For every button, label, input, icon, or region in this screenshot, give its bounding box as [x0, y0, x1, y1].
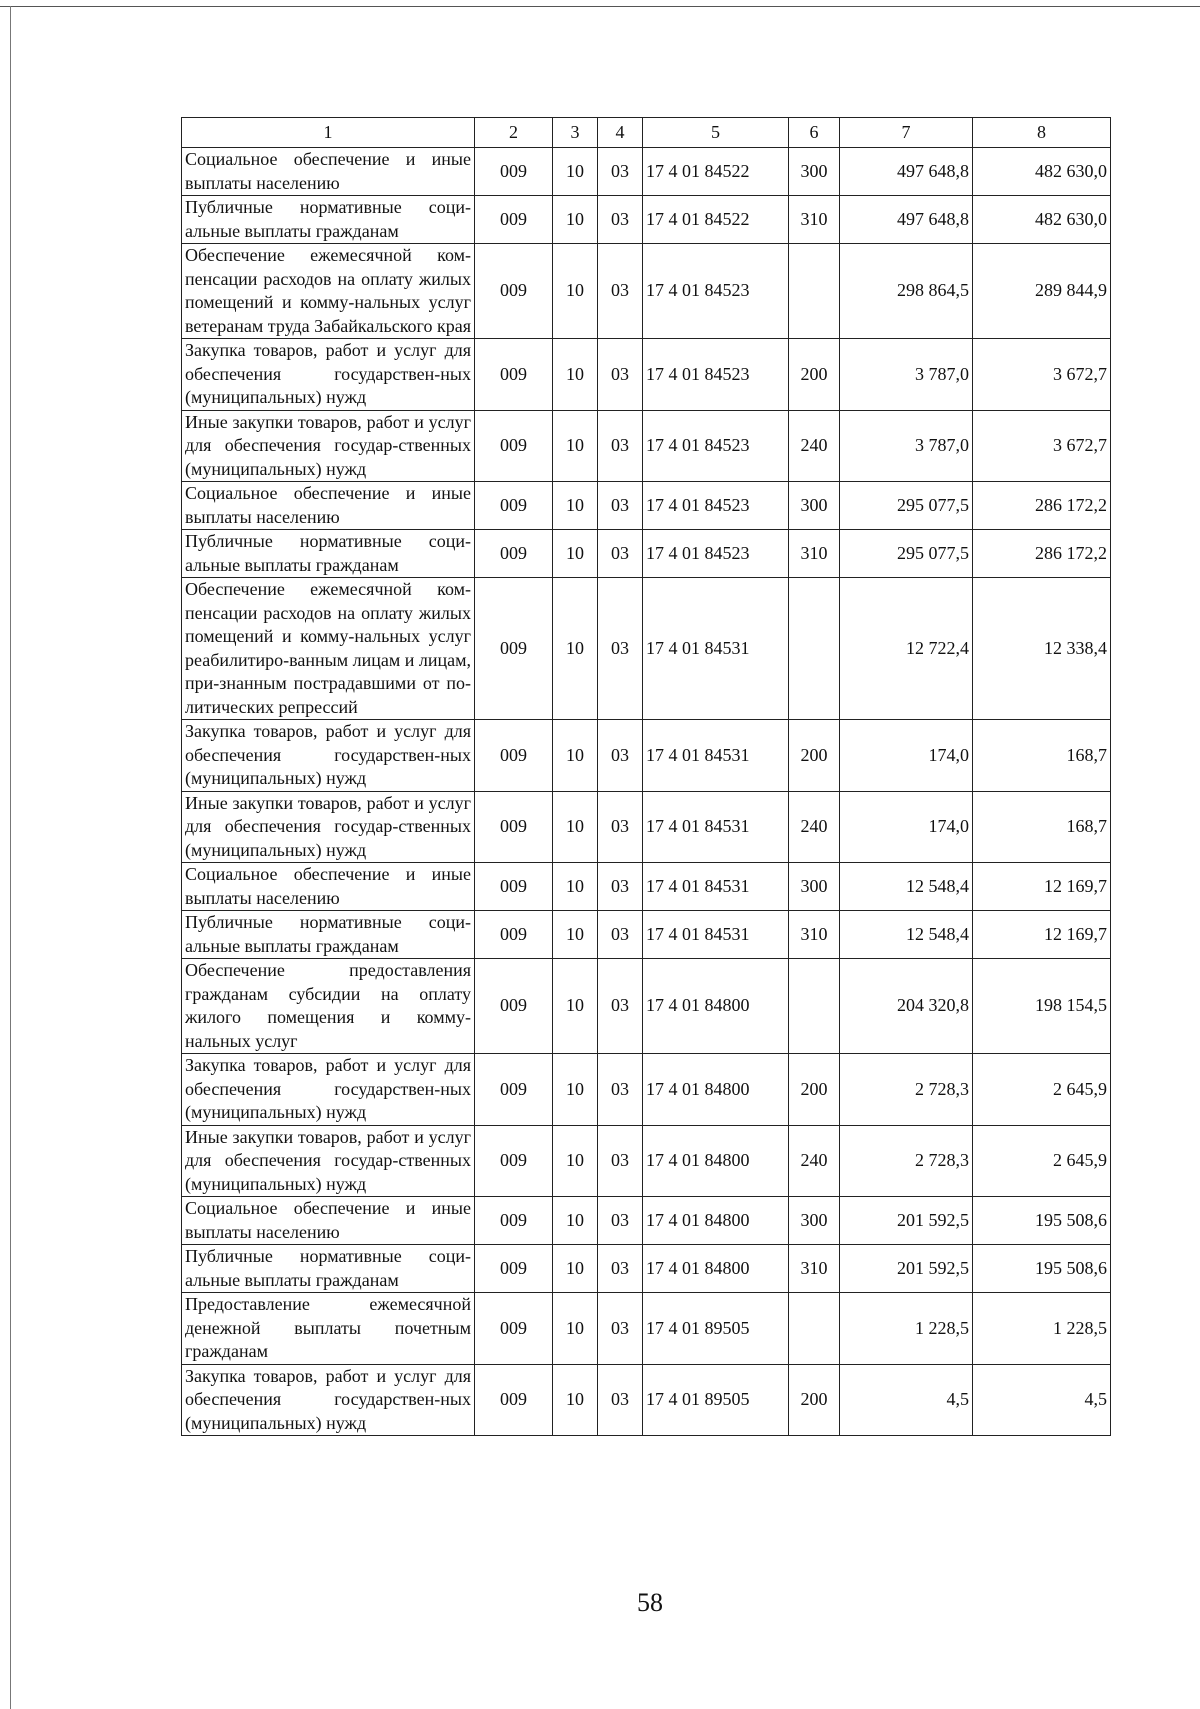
amount-cell: 12 338,4 [973, 578, 1111, 720]
ministry-code-cell: 009 [475, 339, 553, 411]
column-header: 1 [182, 118, 475, 148]
subsection-code-cell: 03 [598, 1054, 643, 1126]
table-row [182, 148, 1111, 196]
amount-cell: 2 645,9 [973, 1125, 1111, 1197]
section-code-cell: 10 [553, 863, 598, 911]
ministry-code-cell: 009 [475, 148, 553, 196]
target-article-cell: 17 4 01 84523 [643, 410, 789, 482]
amount-cell: 298 864,5 [840, 244, 973, 339]
amount-cell: 4,5 [973, 1364, 1111, 1436]
target-article-cell: 17 4 01 84800 [643, 1245, 789, 1293]
amount-cell: 198 154,5 [973, 959, 1111, 1054]
amount-cell: 204 320,8 [840, 959, 973, 1054]
subsection-code-cell: 03 [598, 410, 643, 482]
amount-cell: 295 077,5 [840, 482, 973, 530]
budget-table [181, 117, 1111, 1436]
table-row [182, 339, 1111, 411]
section-code-cell: 10 [553, 1245, 598, 1293]
expense-type-cell: 310 [789, 1245, 840, 1293]
target-article-cell: 17 4 01 84531 [643, 863, 789, 911]
subsection-code-cell: 03 [598, 244, 643, 339]
amount-cell: 497 648,8 [840, 148, 973, 196]
amount-cell: 12 548,4 [840, 911, 973, 959]
target-article-cell: 17 4 01 84800 [643, 1054, 789, 1126]
scan-edge-left [10, 6, 11, 1709]
table-row [182, 1197, 1111, 1245]
row-name-cell: Публичные нормативные соци-альные выплаты гражданам [182, 911, 475, 959]
section-code-cell: 10 [553, 1364, 598, 1436]
row-name-cell: Социальное обеспечение и иные выплаты населению [182, 1197, 475, 1245]
section-code-cell: 10 [553, 196, 598, 244]
ministry-code-cell: 009 [475, 482, 553, 530]
ministry-code-cell: 009 [475, 196, 553, 244]
amount-cell: 195 508,6 [973, 1197, 1111, 1245]
target-article-cell: 17 4 01 89505 [643, 1293, 789, 1365]
amount-cell: 289 844,9 [973, 244, 1111, 339]
subsection-code-cell: 03 [598, 1293, 643, 1365]
expense-type-cell: 300 [789, 863, 840, 911]
target-article-cell: 17 4 01 84523 [643, 339, 789, 411]
section-code-cell: 10 [553, 959, 598, 1054]
section-code-cell: 10 [553, 482, 598, 530]
subsection-code-cell: 03 [598, 148, 643, 196]
table-row [182, 720, 1111, 792]
expense-type-cell [789, 244, 840, 339]
ministry-code-cell: 009 [475, 1197, 553, 1245]
ministry-code-cell: 009 [475, 1125, 553, 1197]
column-header: 4 [598, 118, 643, 148]
expense-type-cell: 200 [789, 1364, 840, 1436]
section-code-cell: 10 [553, 244, 598, 339]
table-row [182, 1245, 1111, 1293]
section-code-cell: 10 [553, 410, 598, 482]
table-row [182, 410, 1111, 482]
table-header-row [182, 118, 1111, 148]
table-row [182, 1364, 1111, 1436]
table-row [182, 244, 1111, 339]
target-article-cell: 17 4 01 84522 [643, 196, 789, 244]
row-name-cell: Публичные нормативные соци-альные выплаты гражданам [182, 1245, 475, 1293]
ministry-code-cell: 009 [475, 911, 553, 959]
amount-cell: 168,7 [973, 720, 1111, 792]
table-row [182, 791, 1111, 863]
amount-cell: 12 548,4 [840, 863, 973, 911]
column-header: 7 [840, 118, 973, 148]
amount-cell: 12 169,7 [973, 911, 1111, 959]
expense-type-cell: 310 [789, 196, 840, 244]
expense-type-cell: 240 [789, 1125, 840, 1197]
ministry-code-cell: 009 [475, 410, 553, 482]
scan-edge-top [0, 6, 1200, 7]
amount-cell: 3 672,7 [973, 410, 1111, 482]
amount-cell: 174,0 [840, 720, 973, 792]
table-row [182, 578, 1111, 720]
ministry-code-cell: 009 [475, 530, 553, 578]
row-name-cell: Публичные нормативные соци-альные выплаты гражданам [182, 196, 475, 244]
expense-type-cell: 200 [789, 339, 840, 411]
target-article-cell: 17 4 01 84800 [643, 1125, 789, 1197]
row-name-cell: Предоставление ежемесячной денежной выплаты почетным гражданам [182, 1293, 475, 1365]
subsection-code-cell: 03 [598, 863, 643, 911]
amount-cell: 168,7 [973, 791, 1111, 863]
subsection-code-cell: 03 [598, 720, 643, 792]
section-code-cell: 10 [553, 911, 598, 959]
amount-cell: 12 722,4 [840, 578, 973, 720]
table-row [182, 196, 1111, 244]
table-row [182, 911, 1111, 959]
row-name-cell: Публичные нормативные соци-альные выплаты гражданам [182, 530, 475, 578]
target-article-cell: 17 4 01 84531 [643, 720, 789, 792]
table-row [182, 1125, 1111, 1197]
section-code-cell: 10 [553, 720, 598, 792]
subsection-code-cell: 03 [598, 482, 643, 530]
section-code-cell: 10 [553, 578, 598, 720]
expense-type-cell [789, 959, 840, 1054]
subsection-code-cell: 03 [598, 339, 643, 411]
amount-cell: 201 592,5 [840, 1197, 973, 1245]
expense-type-cell: 300 [789, 1197, 840, 1245]
amount-cell: 3 787,0 [840, 339, 973, 411]
row-name-cell: Иные закупки товаров, работ и услуг для обеспечения государ-ственных (муниципальных) нужд [182, 1125, 475, 1197]
expense-type-cell: 200 [789, 1054, 840, 1126]
column-header: 6 [789, 118, 840, 148]
subsection-code-cell: 03 [598, 1364, 643, 1436]
subsection-code-cell: 03 [598, 911, 643, 959]
section-code-cell: 10 [553, 1293, 598, 1365]
ministry-code-cell: 009 [475, 1364, 553, 1436]
amount-cell: 2 728,3 [840, 1125, 973, 1197]
section-code-cell: 10 [553, 148, 598, 196]
expense-type-cell [789, 578, 840, 720]
ministry-code-cell: 009 [475, 1245, 553, 1293]
ministry-code-cell: 009 [475, 1293, 553, 1365]
amount-cell: 12 169,7 [973, 863, 1111, 911]
row-name-cell: Обеспечение предоставления гражданам субсидии на оплату жилого помещения и комму-нальных услуг [182, 959, 475, 1054]
target-article-cell: 17 4 01 84800 [643, 1197, 789, 1245]
column-header: 5 [643, 118, 789, 148]
table-row [182, 863, 1111, 911]
expense-type-cell: 300 [789, 482, 840, 530]
page-number: 58 [637, 1588, 663, 1617]
target-article-cell: 17 4 01 84531 [643, 911, 789, 959]
amount-cell: 2 645,9 [973, 1054, 1111, 1126]
column-header: 2 [475, 118, 553, 148]
section-code-cell: 10 [553, 530, 598, 578]
row-name-cell: Закупка товаров, работ и услуг для обеспечения государствен-ных (муниципальных) нужд [182, 1364, 475, 1436]
row-name-cell: Закупка товаров, работ и услуг для обеспечения государствен-ных (муниципальных) нужд [182, 720, 475, 792]
amount-cell: 497 648,8 [840, 196, 973, 244]
expense-type-cell [789, 1293, 840, 1365]
section-code-cell: 10 [553, 1125, 598, 1197]
ministry-code-cell: 009 [475, 578, 553, 720]
subsection-code-cell: 03 [598, 1125, 643, 1197]
ministry-code-cell: 009 [475, 244, 553, 339]
target-article-cell: 17 4 01 84522 [643, 148, 789, 196]
amount-cell: 2 728,3 [840, 1054, 973, 1126]
section-code-cell: 10 [553, 791, 598, 863]
expense-type-cell: 310 [789, 530, 840, 578]
ministry-code-cell: 009 [475, 720, 553, 792]
subsection-code-cell: 03 [598, 959, 643, 1054]
column-header: 3 [553, 118, 598, 148]
amount-cell: 286 172,2 [973, 530, 1111, 578]
target-article-cell: 17 4 01 84531 [643, 578, 789, 720]
subsection-code-cell: 03 [598, 196, 643, 244]
row-name-cell: Обеспечение ежемесячной ком-пенсации расходов на оплату жилых помещений и комму-нальных услуг реабилитиро-ванным лицам и лицам, при-знанным пострадавшими от по-литических репрессий [182, 578, 475, 720]
expense-type-cell: 240 [789, 410, 840, 482]
subsection-code-cell: 03 [598, 530, 643, 578]
amount-cell: 174,0 [840, 791, 973, 863]
column-header: 8 [973, 118, 1111, 148]
row-name-cell: Иные закупки товаров, работ и услуг для обеспечения государ-ственных (муниципальных) нужд [182, 410, 475, 482]
row-name-cell: Социальное обеспечение и иные выплаты населению [182, 148, 475, 196]
target-article-cell: 17 4 01 89505 [643, 1364, 789, 1436]
table-row [182, 1293, 1111, 1365]
amount-cell: 3 787,0 [840, 410, 973, 482]
amount-cell: 1 228,5 [973, 1293, 1111, 1365]
target-article-cell: 17 4 01 84523 [643, 482, 789, 530]
amount-cell: 482 630,0 [973, 148, 1111, 196]
row-name-cell: Закупка товаров, работ и услуг для обеспечения государствен-ных (муниципальных) нужд [182, 339, 475, 411]
table-row [182, 1054, 1111, 1126]
expense-type-cell: 200 [789, 720, 840, 792]
ministry-code-cell: 009 [475, 1054, 553, 1126]
target-article-cell: 17 4 01 84523 [643, 244, 789, 339]
section-code-cell: 10 [553, 1197, 598, 1245]
amount-cell: 482 630,0 [973, 196, 1111, 244]
ministry-code-cell: 009 [475, 863, 553, 911]
subsection-code-cell: 03 [598, 578, 643, 720]
target-article-cell: 17 4 01 84523 [643, 530, 789, 578]
row-name-cell: Социальное обеспечение и иные выплаты населению [182, 863, 475, 911]
expense-type-cell: 240 [789, 791, 840, 863]
section-code-cell: 10 [553, 339, 598, 411]
table-row [182, 959, 1111, 1054]
amount-cell: 195 508,6 [973, 1245, 1111, 1293]
subsection-code-cell: 03 [598, 1197, 643, 1245]
row-name-cell: Социальное обеспечение и иные выплаты населению [182, 482, 475, 530]
table-row [182, 530, 1111, 578]
amount-cell: 286 172,2 [973, 482, 1111, 530]
amount-cell: 1 228,5 [840, 1293, 973, 1365]
subsection-code-cell: 03 [598, 1245, 643, 1293]
table-body [182, 148, 1111, 1436]
amount-cell: 201 592,5 [840, 1245, 973, 1293]
expense-type-cell: 300 [789, 148, 840, 196]
ministry-code-cell: 009 [475, 791, 553, 863]
subsection-code-cell: 03 [598, 791, 643, 863]
target-article-cell: 17 4 01 84531 [643, 791, 789, 863]
section-code-cell: 10 [553, 1054, 598, 1126]
row-name-cell: Обеспечение ежемесячной ком-пенсации расходов на оплату жилых помещений и комму-нальных услуг ветеранам труда Забайкальского края [182, 244, 475, 339]
amount-cell: 4,5 [840, 1364, 973, 1436]
amount-cell: 3 672,7 [973, 339, 1111, 411]
target-article-cell: 17 4 01 84800 [643, 959, 789, 1054]
expense-type-cell: 310 [789, 911, 840, 959]
ministry-code-cell: 009 [475, 959, 553, 1054]
row-name-cell: Иные закупки товаров, работ и услуг для обеспечения государ-ственных (муниципальных) нужд [182, 791, 475, 863]
amount-cell: 295 077,5 [840, 530, 973, 578]
row-name-cell: Закупка товаров, работ и услуг для обеспечения государствен-ных (муниципальных) нужд [182, 1054, 475, 1126]
table-row [182, 482, 1111, 530]
